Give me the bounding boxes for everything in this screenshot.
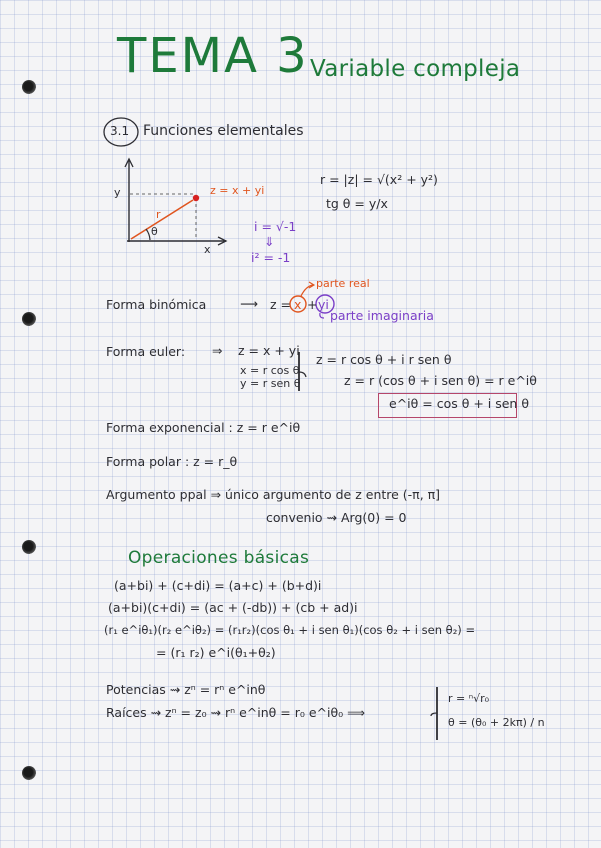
polar-product-rule: (r₁ e^iθ₁)(r₂ e^iθ₂) = (r₁r₂)(cos θ₁ + i sen θ₁)(cos θ₂ + i sen θ₂) = (104, 623, 476, 637)
argument-convention: convenio ⇝ Arg(0) = 0 (266, 510, 407, 525)
euler-formula: e^iθ = cos θ + i sen θ (389, 396, 529, 411)
diagram-r-label: r (156, 208, 161, 221)
root-modulus: r = ⁿ√r₀ (448, 692, 490, 705)
binomica-label: Forma binómica (106, 297, 207, 312)
binomica-yi: yi (318, 297, 329, 312)
diagram-theta-label: θ (151, 225, 158, 238)
euler-result-1: z = r cos θ + i r sen θ (316, 352, 452, 367)
i-squared: i² = -1 (251, 250, 291, 265)
topic-title: TEMA 3 (117, 28, 309, 84)
binomica-x: x (294, 297, 302, 312)
sum-rule: (a+bi) + (c+di) = (a+c) + (b+d)i (114, 578, 322, 593)
section-number: 3.1 (110, 124, 130, 138)
operations-heading: Operaciones básicas (128, 548, 310, 568)
real-part-note: parte real (316, 277, 370, 290)
binomica-plus: + (307, 297, 318, 312)
topic-subtitle: Variable compleja (310, 56, 521, 82)
diagram-y-label: y (114, 186, 121, 199)
imaginary-part-note: parte imaginaria (330, 308, 434, 323)
polar-form: Forma polar : z = r_θ (106, 454, 238, 469)
point-z (193, 195, 199, 201)
binomica-z: z = (270, 297, 292, 312)
roots-rule: Raíces ⇝ zⁿ = z₀ ⇝ rⁿ e^inθ = r₀ e^iθ₀ ⟹ (106, 705, 366, 720)
euler-result-2: z = r (cos θ + i sen θ) = r e^iθ (344, 373, 537, 388)
section-title: Funciones elementales (143, 123, 304, 139)
euler-arrow: ⇒ (212, 343, 223, 358)
product-rule: (a+bi)(c+di) = (ac + (-db)) + (cb + ad)i (108, 600, 358, 615)
modulus-formula: r = |z| = √(x² + y²) (320, 172, 438, 187)
euler-label: Forma euler: (106, 344, 186, 359)
principal-argument: Argumento ppal ⇒ único argumento de z entre (-π, π] (106, 487, 441, 502)
argument-tangent-formula: tg θ = y/x (326, 196, 388, 211)
euler-x-definition: x = r cos θ (240, 364, 300, 377)
powers-rule: Potencias ⇝ zⁿ = rⁿ e^inθ (106, 682, 266, 697)
imaginary-unit-definition: i = √-1 (254, 219, 297, 234)
r-vector (131, 200, 193, 239)
polar-product-result: = (r₁ r₂) e^i(θ₁+θ₂) (156, 645, 276, 660)
binomica-arrow: ⟶ (240, 296, 258, 311)
diagram-point-label: z = x + yi (210, 184, 265, 197)
diagram-x-label: x (204, 243, 211, 256)
implies-arrow: ⇓ (264, 234, 275, 249)
euler-z-definition: z = x + yi (238, 343, 300, 358)
euler-y-definition: y = r sen θ (240, 377, 301, 390)
root-argument: θ = (θ₀ + 2kπ) / n (448, 716, 545, 729)
exponential-form: Forma exponencial : z = r e^iθ (106, 420, 301, 435)
